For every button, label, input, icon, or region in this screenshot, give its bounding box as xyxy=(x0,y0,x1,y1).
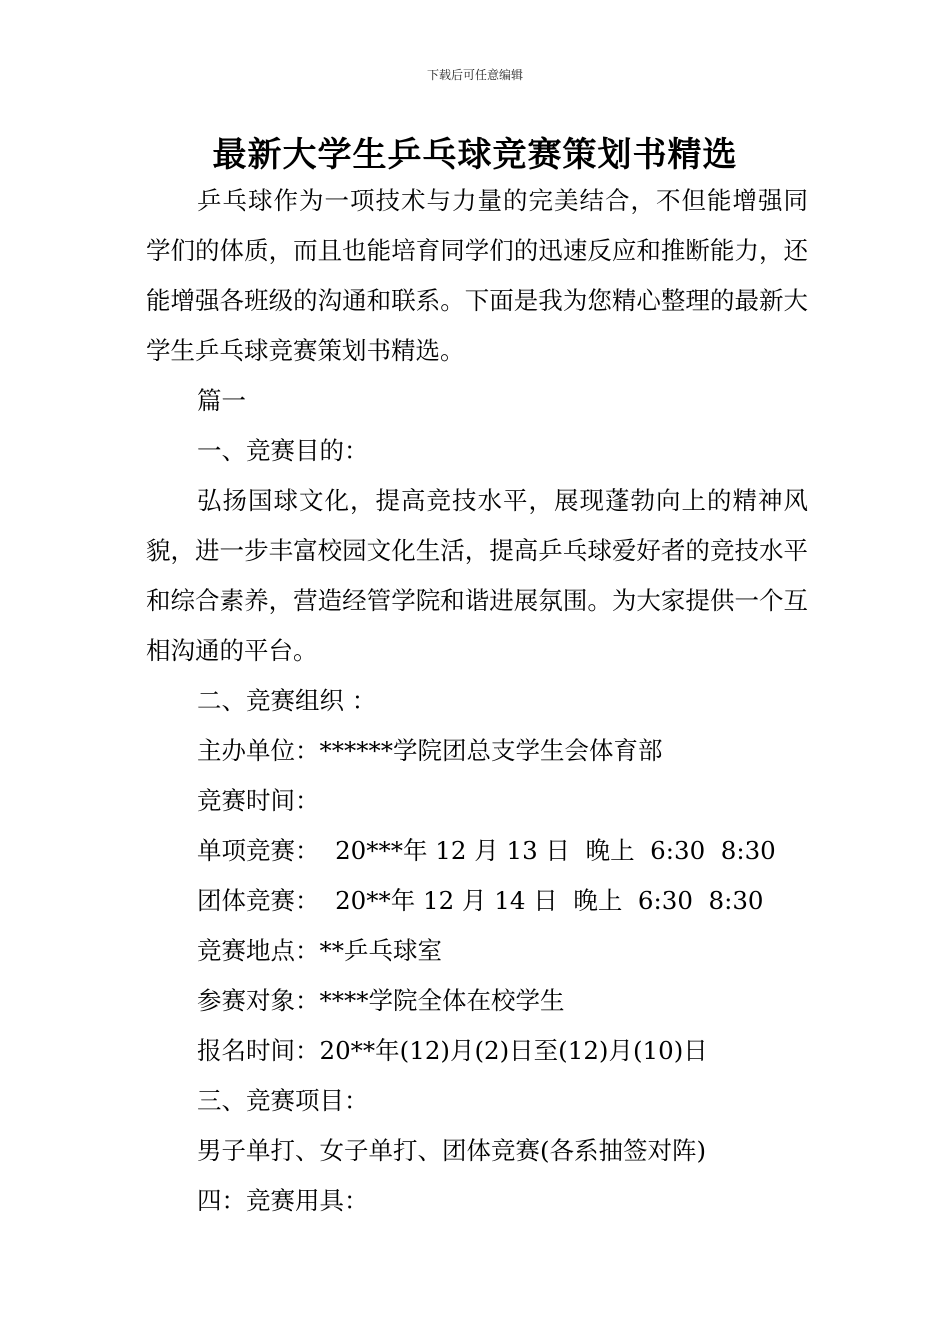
purpose-paragraph: 弘扬国球文化，提高竞技水平，展现蓬勃向上的精神风貌，进一步丰富校园文化生活，提高乒乓球爱好者的竞技水平和综合素养，营造经管学院和谐进展氛围。为大家提供一个互相沟通的平台。 xyxy=(146,486,808,665)
heading-equipment: 四：竞赛用具： xyxy=(197,1186,369,1215)
registration-time-line: 报名时间：20**年(12)月(2)日至(12)月(10)日 xyxy=(197,1036,708,1065)
heading-purpose: 一、竞赛目的： xyxy=(197,436,369,465)
document-title: 最新大学生乒乓球竞赛策划书精选 xyxy=(212,135,738,175)
section-label-part-one: 篇一 xyxy=(197,386,246,415)
events-line: 男子单打、女子单打、团体竞赛(各系抽签对阵) xyxy=(197,1136,707,1165)
venue-line: 竞赛地点：**乒乓球室 xyxy=(197,936,442,965)
team-time-line: 团体竞赛： 20**年 12 月 14 日 晚上 6:30 8:30 xyxy=(197,886,764,915)
singles-time-line: 单项竞赛： 20***年 12 月 13 日 晚上 6:30 8:30 xyxy=(197,836,776,865)
heading-organization: 二、竞赛组织 ： xyxy=(197,686,377,715)
document-body xyxy=(146,176,808,1226)
time-label: 竞赛时间： xyxy=(197,786,320,815)
intro-paragraph: 乒乓球作为一项技术与力量的完美结合，不但能增强同学们的体质，而且也能培育同学们的迅速反应和推断能力，还能增强各班级的沟通和联系。下面是我为您精心整理的最新大学生乒乓球竞赛策划书精选。 xyxy=(146,186,808,365)
participants-line: 参赛对象：****学院全体在校学生 xyxy=(197,986,565,1015)
organizer-line: 主办单位：******学院团总支学生会体育部 xyxy=(197,736,663,765)
page-header-note: 下载后可任意编辑 xyxy=(426,68,523,82)
heading-events: 三、竞赛项目： xyxy=(197,1086,369,1115)
